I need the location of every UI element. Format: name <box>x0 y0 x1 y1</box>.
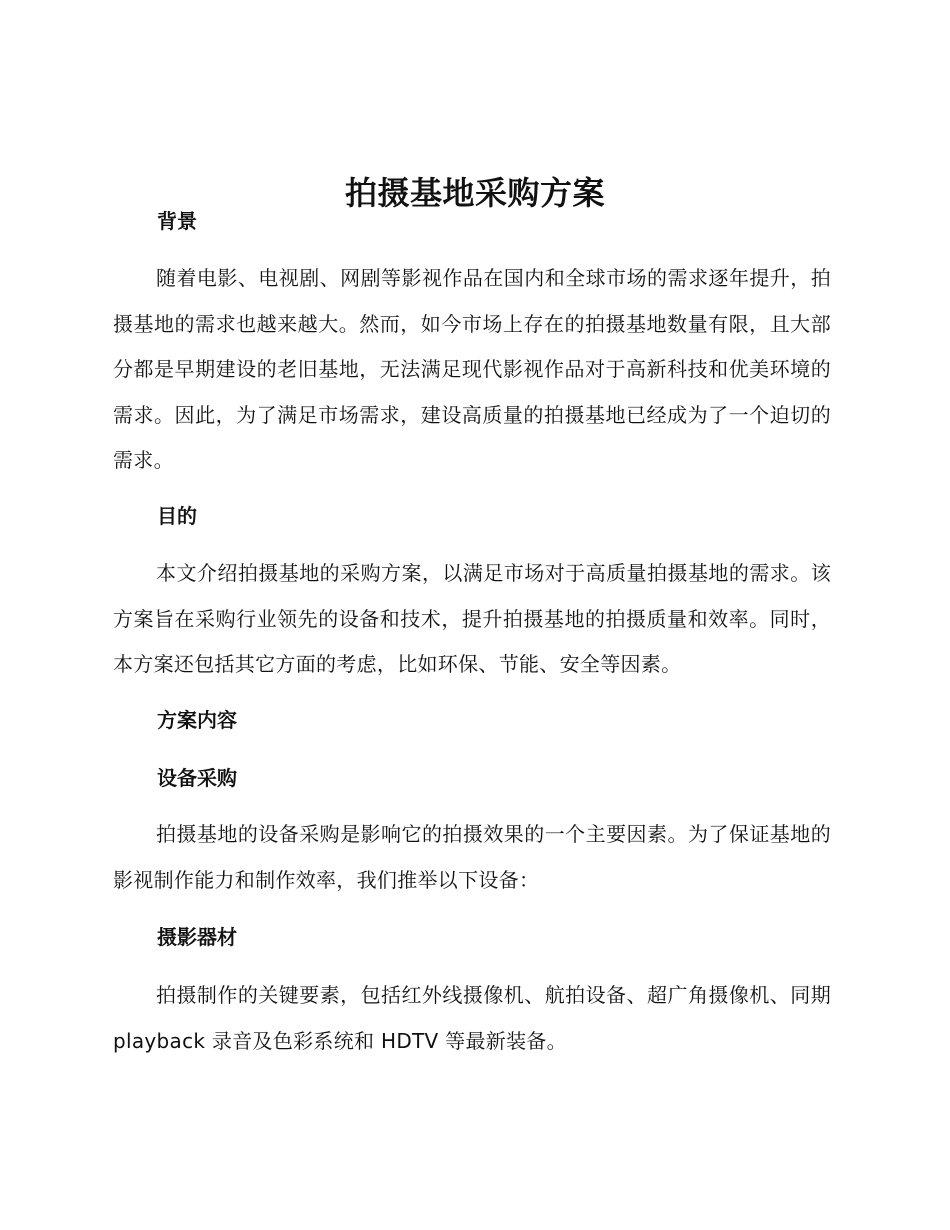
section-paragraph-purpose: 本文介绍拍摄基地的采购方案，以满足市场对于高质量拍摄基地的需求。该方案旨在采购行业领先的设备和技术，提升拍摄基地的拍摄质量和效率。同时，本方案还包括其它方面的考虑，比如环保、节能、安全等因素。 <box>113 561 831 676</box>
document-title: 拍摄基地采购方案 <box>344 174 605 213</box>
section-heading-camera-equipment: 摄影器材 <box>157 925 237 949</box>
section-paragraph-equipment-procurement: 拍摄基地的设备采购是影响它的拍摄效果的一个主要因素。为了保证基地的影视制作能力和制作效率，我们推举以下设备： <box>113 822 831 892</box>
section-heading-purpose: 目的 <box>157 504 197 528</box>
section-paragraph-background: 随着电影、电视剧、网剧等影视作品在国内和全球市场的需求逐年提升，拍摄基地的需求也越来越大。然而，如今市场上存在的拍摄基地数量有限，且大部分都是早期建设的老旧基地，无法满足现代影视作品对于高新科技和优美环境的需求。因此，为了满足市场需求，建设高质量的拍摄基地已经成为了一个迫切的需求。 <box>113 266 831 472</box>
section-paragraph-camera-equipment: 拍摄制作的关键要素，包括红外线摄像机、航拍设备、超广角摄像机、同期 playback 录音及色彩系统和 HDTV 等最新装备。 <box>113 983 831 1053</box>
section-heading-plan-content: 方案内容 <box>157 708 237 732</box>
section-heading-equipment-procurement: 设备采购 <box>157 766 237 790</box>
section-heading-background: 背景 <box>157 209 197 233</box>
